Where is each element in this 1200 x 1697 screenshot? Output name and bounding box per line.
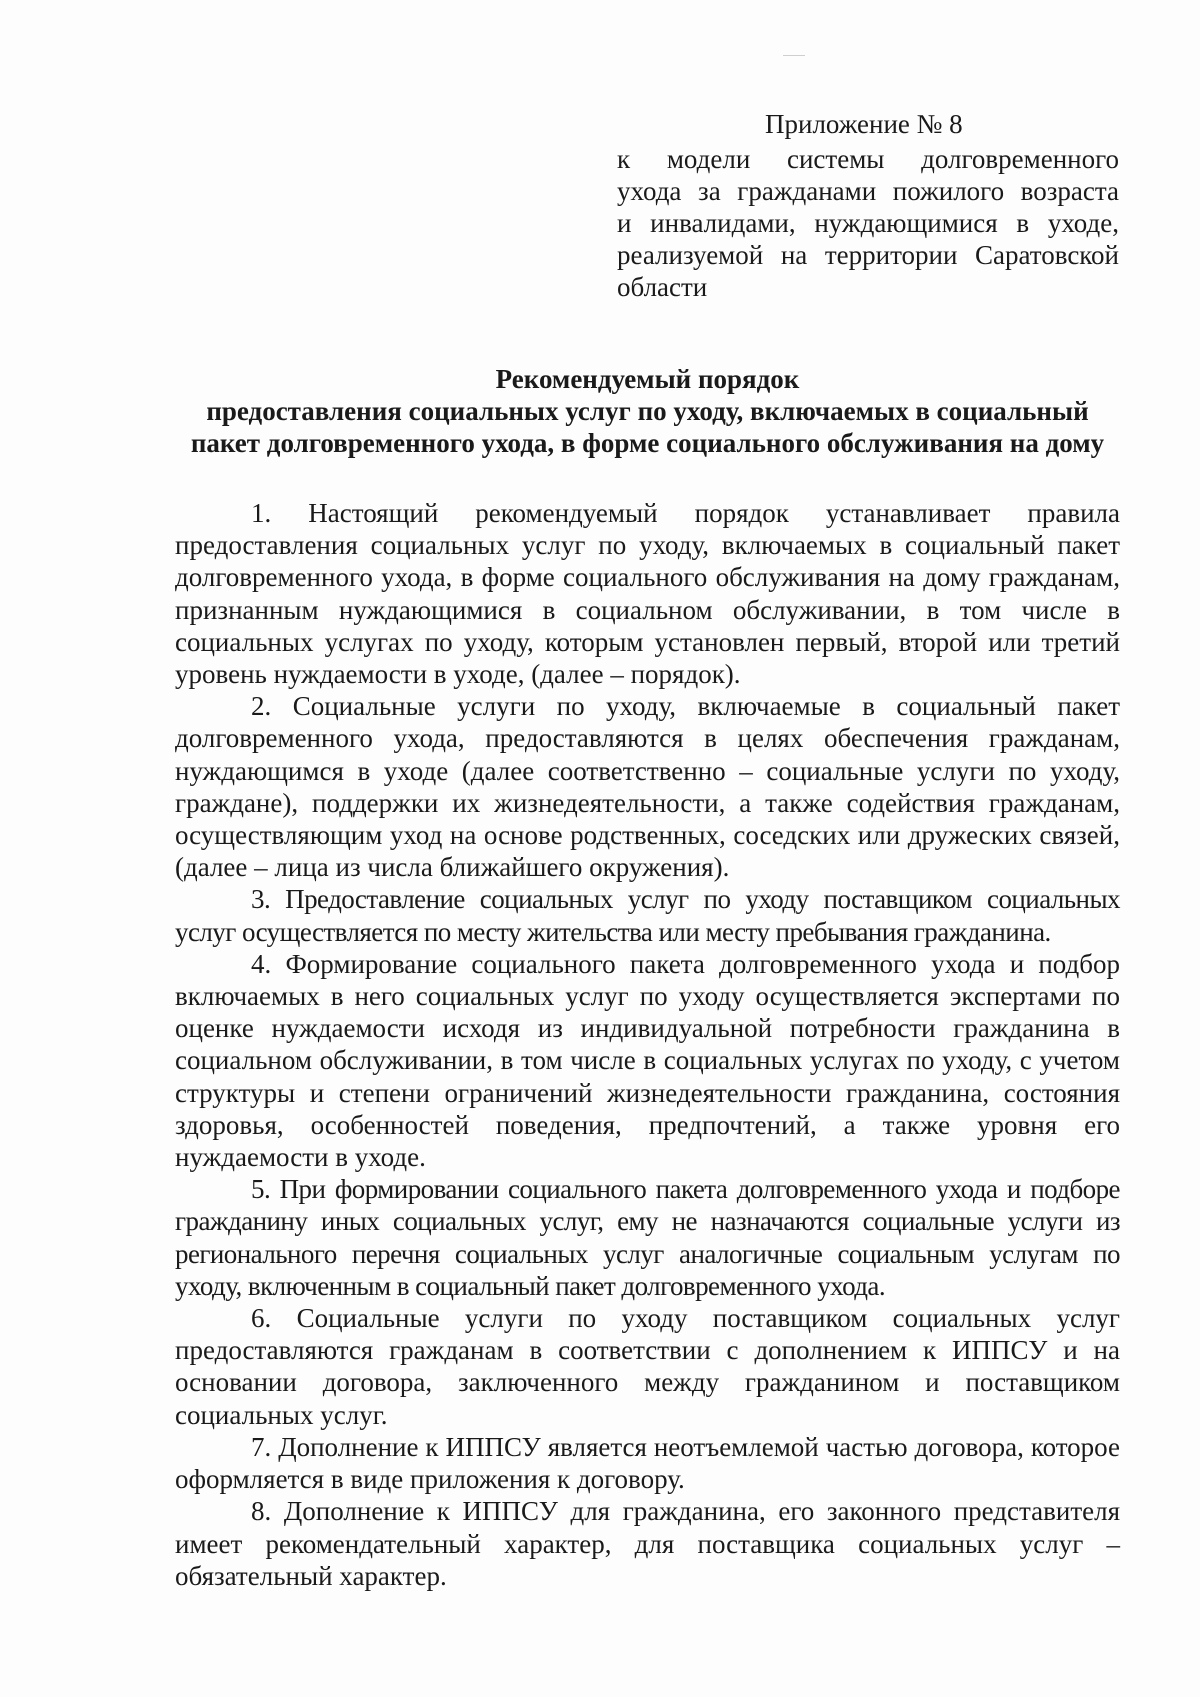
appendix-header: [617, 108, 1119, 303]
appendix-line: ухода за гражданами пожилого возраста: [617, 176, 1119, 206]
document-title-line: предоставления социальных услуг по уходу, включаемых в социальный: [206, 396, 1089, 426]
paragraph-7: 7. Дополнение к ИППСУ является неотъемлемой частью договора, которое оформляется в виде приложения к договору.: [175, 1431, 1120, 1495]
document-body: [175, 497, 1120, 1592]
appendix-line: и инвалидами, нуждающимися в уходе,: [617, 208, 1119, 238]
appendix-line: к модели системы долговременного: [617, 144, 1119, 174]
paragraph-3: 3. Предоставление социальных услуг по уходу поставщиком социальных услуг осуществляется по месту жительства или месту пребывания гражданина.: [175, 884, 1120, 947]
scan-artifact: [783, 55, 805, 56]
document-title-line: Рекомендуемый порядок: [495, 364, 800, 394]
document-title-line: пакет долговременного ухода, в форме социального обслуживания на дому: [190, 428, 1105, 458]
appendix-line: области: [617, 272, 708, 302]
paragraph-1: 1. Настоящий рекомендуемый порядок устанавливает правила предоставления социальных услуг по уходу, включаемых в социальный пакет долговременного ухода, в форме социального обслуживания на дому гражданам, признанным нуждающимися в социальном обслуживании, в том числе в социальных услугах по уходу, которым установлен первый, второй или третий уровень нуждаемости в уходе, (далее – порядок).: [175, 498, 1120, 690]
paragraph-5: 5. При формировании социального пакета долговременного ухода и подборе гражданину иных социальных услуг, ему не назначаются социальные услуги из регионального перечня социальных услуг аналогичные социальным услугам по уходу, включенным в социальный пакет долговременного ухода.: [175, 1174, 1120, 1301]
paragraph-4: 4. Формирование социального пакета долговременного ухода и подбор включаемых в него социальных услуг по уходу осуществляется экспертами по оценке нуждаемости исходя из индивидуальной потребности гражданина в социальном обслуживании, в том числе в социальных услугах по уходу, с учетом структуры и степени ограничений жизнедеятельности гражданина, состояния здоровья, особенностей поведения, предпочтений, а также уровня его нуждаемости в уходе.: [175, 948, 1120, 1173]
paragraph-2: 2. Социальные услуги по уходу, включаемые в социальный пакет долговременного ухода, предоставляются в целях обеспечения гражданам, нуждающимся в уходе (далее соответственно – социальные услуги по уходу, граждане), поддержки их жизнедеятельности, а также содействия гражданам, осуществляющим уход на основе родственных, соседских или дружеских связей, (далее – лица из числа ближайшего окружения).: [175, 691, 1120, 883]
paragraph-6: 6. Социальные услуги по уходу поставщиком социальных услуг предоставляются гражданам в соответствии с дополнением к ИППСУ и на основании договора, заключенного между гражданином и поставщиком социальных услуг.: [175, 1303, 1120, 1430]
appendix-line: реализуемой на территории Саратовской: [617, 240, 1119, 270]
paragraph-8: 8. Дополнение к ИППСУ для гражданина, его законного представителя имеет рекомендательный характер, для поставщика социальных услуг – обязательный характер.: [175, 1496, 1120, 1591]
appendix-title: Приложение № 8: [765, 109, 963, 139]
document-title: [175, 363, 1120, 459]
